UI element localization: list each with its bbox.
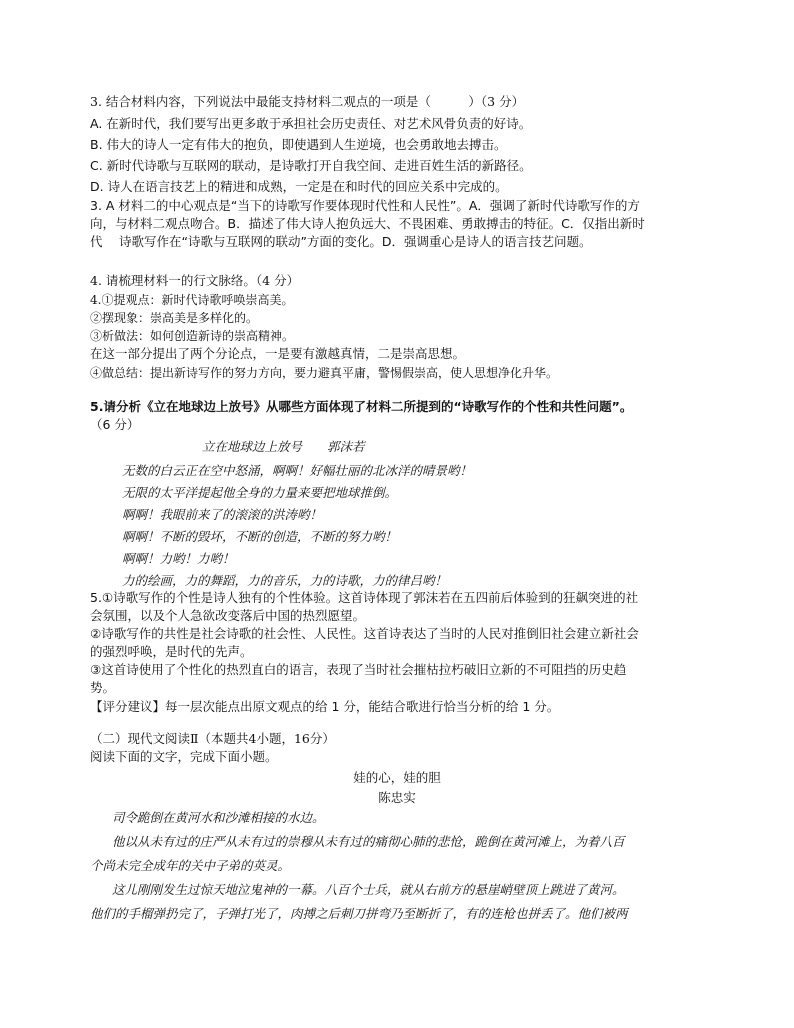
q4-answer-line: ④做总结：提出新诗写作的努力方向，要力避真平庸，警惕假崇高，使人思想净化升华。 [90,366,559,380]
q3-option-c: C. 新时代诗歌与互联网的联动，是诗歌打开自我空间、走进百姓生活的新路径。 [90,158,532,173]
poem-line: 无数的白云正在空中怒涌，啊啊！好幅壮丽的北冰洋的晴景哟！ [122,463,473,478]
q5-answer-line: 的强烈呼唤，是时代的先声。 [90,644,253,659]
passage-line: 司令跪倒在黄河水和沙滩相接的水边。 [112,810,325,825]
section-heading: （二）现代文阅读Ⅱ（本题共4小题，16分） [90,731,335,746]
poem-title: 立在地球边上放号 郭沫若 [202,439,365,454]
q5-answer-line: 会氛围，以及个人急欲改变落后中国的热烈愿望。 [90,608,366,623]
passage-title: 娃的心，娃的胆 [353,770,441,785]
q3-question: 3. 结合材料内容，下列说法中最能支持材料二观点的一项是（ ）（3 分） [90,94,525,109]
q5-answer-line: 势。 [90,680,116,695]
q4-question: 4. 请梳理材料一的行文脉络。（4 分） [90,273,300,288]
q4-answer-line: 4.①提观点：新时代诗歌呼唤崇高美。 [90,293,294,307]
q3-option-b: B. 伟大的诗人一定有伟大的抱负，即使遇到人生逆境，也会勇敢地去搏击。 [90,137,507,152]
q3-answer-line: 代 诗歌写作在“诗歌与互联网的联动”方面的变化。D．强调重心是诗人的语言技艺问题。 [90,234,592,249]
q4-answer-line: ③析做法：如何创造新诗的崇高精神。 [90,329,295,343]
q3-answer-line: 向，与材料二观点吻合。B．描述了伟大诗人抱负远大、不畏困难、勇敢搏击的特征。C．仅指出新时 [90,216,645,231]
section-instruction: 阅读下面的文字，完成下面小题。 [90,749,278,764]
q4-answer-line: 在这一部分提出了两个分论点，一是要有激越真情，二是崇高思想。 [90,346,466,361]
q5-question-score: （6 分） [90,417,140,432]
passage-line: 个尚未完全成年的关中子弟的英灵。 [90,858,291,873]
q3-answer-line: 3. A 材料二的中心观点是“当下的诗歌写作要体现时代性和人民性”。A．强调了新时代诗歌写作的方 [90,198,640,213]
q5-question: 5.请分析《立在地球边上放号》从哪些方面体现了材料二所提到的“诗歌写作的个性和共性问题”。 [90,399,633,414]
q5-answer-line: ③这首诗使用了个性化的热烈直白的语言，表现了当时社会摧枯拉朽破旧立新的不可阻挡的历史趋 [90,662,627,677]
poem-line: 无限的太平洋提起他全身的力量来要把地球推倒。 [122,485,398,500]
passage-author: 陈忠实 [378,790,416,805]
q3-option-d: D. 诗人在语言技艺上的精进和成熟，一定是在和时代的回应关系中完成的。 [90,179,508,194]
poem-line: 啊啊！力哟！力哟！ [122,551,235,566]
q3-option-a: A. 在新时代，我们要写出更多敢于承担社会历史责任、对艺术风骨负责的好诗。 [90,116,532,131]
scoring-suggestion: 【评分建议】每一层次能点出原文观点的给 1 分，能结合歌进行恰当分析的给 1 分。 [90,699,560,714]
q5-answer-line: ②诗歌写作的共性是社会诗歌的社会性、人民性。这首诗表达了当时的人民对推倒旧社会建立新社会 [90,626,639,641]
passage-line: 这儿刚刚发生过惊天地泣鬼神的一幕。八百个士兵，就从右前方的悬崖峭壁顶上跳进了黄河。 [112,882,625,897]
q4-answer-line: ②摆现象：崇高美是多样化的。 [90,311,259,325]
q5-answer-line: 5.①诗歌写作的个性是诗人独有的个性体验。这首诗体现了郭沫若在五四前后体验到的狂飙突进的社 [90,590,639,605]
passage-line: 他以从未有过的庄严从未有过的崇穆从未有过的痛彻心肺的悲怆，跪倒在黄河滩上，为着八百 [112,834,625,849]
poem-line: 啊啊！不断的毁坏，不断的创造，不断的努力哟！ [122,529,398,544]
passage-line: 他们的手榴弹扔完了，子弹打光了，肉搏之后刺刀拼弯乃至断折了，有的连枪也拼丢了。他们被两 [90,906,628,921]
poem-line: 啊啊！我眼前来了的滚滚的洪涛哟！ [122,507,323,522]
poem-line: 力的绘画，力的舞蹈，力的音乐，力的诗歌，力的律吕哟！ [122,573,448,588]
